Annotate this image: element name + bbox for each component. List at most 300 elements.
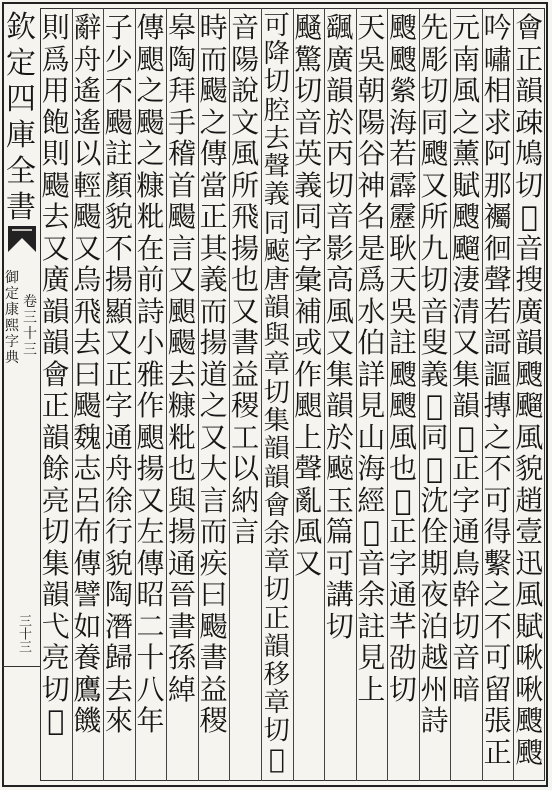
glyph: 之 — [452, 105, 481, 139]
glyph: 去 — [41, 200, 70, 233]
glyph: 文 — [231, 105, 260, 139]
glyph: 去 — [104, 672, 133, 706]
glyph: 暗 — [452, 672, 481, 706]
glyph: 音 — [231, 12, 260, 44]
glyph: 風 — [515, 420, 544, 454]
margin-character: 康 — [5, 302, 19, 318]
glyph: 年 — [136, 704, 165, 737]
glyph: 鳩 — [515, 137, 544, 170]
glyph: 彫 — [420, 42, 449, 76]
glyph: 亮 — [41, 641, 70, 674]
glyph: 孫 — [168, 641, 197, 674]
glyph: 綽 — [168, 672, 197, 706]
glyph: 詳 — [357, 357, 386, 391]
glyph: 切 — [325, 168, 354, 202]
glyph: 元 — [452, 12, 481, 44]
glyph: 名 — [357, 200, 386, 233]
glyph: 時 — [199, 12, 228, 44]
glyph: 也 — [388, 452, 417, 485]
glyph: 又 — [231, 294, 260, 328]
glyph: 切 — [325, 609, 354, 643]
glyph: 又 — [420, 168, 449, 202]
glyph: 韻 — [515, 74, 544, 107]
book-title — [4, 270, 20, 366]
glyph: 又 — [136, 483, 165, 517]
glyph: 風 — [294, 515, 323, 548]
glyph: 其 — [199, 231, 228, 265]
glyph: 養 — [73, 641, 102, 674]
glyph: 𩗹 — [394, 483, 412, 517]
glyph: 篇 — [325, 515, 354, 548]
glyph: 影 — [325, 231, 354, 265]
glyph: 叟 — [420, 326, 449, 359]
glyph: 不 — [483, 452, 512, 485]
glyph: 韻 — [41, 326, 70, 359]
glyph: 𡘜 — [426, 389, 443, 422]
glyph: 同 — [294, 200, 323, 233]
glyph: 粃 — [168, 420, 197, 454]
glyph: 趙 — [515, 483, 544, 517]
glyph: 會 — [515, 12, 544, 44]
glyph: 正 — [452, 452, 481, 485]
glyph: 余 — [263, 518, 290, 549]
collection-title — [5, 10, 37, 226]
glyph: 颼 — [452, 200, 481, 233]
glyph: 也 — [168, 452, 197, 485]
margin-character: 御 — [5, 270, 19, 286]
glyph: 集 — [325, 357, 354, 391]
glyph: 音 — [420, 294, 449, 328]
glyph: 颺 — [73, 200, 102, 233]
glyph: 用 — [41, 74, 70, 107]
glyph: 也 — [231, 263, 260, 296]
glyph: 饑 — [73, 704, 102, 737]
glyph: 貌 — [104, 200, 133, 233]
glyph: 颼 — [388, 389, 417, 422]
glyph: 遙 — [73, 105, 102, 139]
glyph: 韻 — [325, 389, 354, 422]
glyph: 陽 — [231, 42, 260, 76]
glyph: 傳 — [73, 546, 102, 580]
glyph: 颺 — [104, 105, 133, 139]
glyph: 顯 — [104, 294, 133, 328]
glyph: 若 — [483, 294, 512, 328]
margin-character: 典 — [5, 350, 19, 366]
glyph: 上 — [357, 672, 386, 706]
glyph: 潛 — [104, 609, 133, 643]
glyph: 譬 — [73, 578, 102, 611]
glyph: 益 — [231, 357, 260, 391]
glyph: 𩗗 — [136, 420, 165, 454]
glyph: 音 — [452, 641, 481, 674]
glyph: 先 — [420, 12, 449, 44]
glyph: 皋 — [168, 12, 197, 44]
glyph: 颾 — [294, 12, 323, 44]
glyph: 音 — [515, 231, 544, 265]
glyph: 作 — [294, 357, 323, 391]
glyph: 餘 — [41, 452, 70, 485]
glyph: 去 — [73, 326, 102, 359]
glyph: 佺 — [420, 515, 449, 548]
glyph: 則 — [41, 12, 70, 44]
glyph: 腔 — [263, 95, 290, 126]
glyph: 水 — [357, 294, 386, 328]
glyph: 工 — [231, 420, 260, 454]
glyph: 唐 — [263, 264, 290, 295]
glyph: 颺 — [199, 74, 228, 107]
glyph: 又 — [294, 546, 323, 580]
glyph: 或 — [294, 326, 323, 359]
glyph: 左 — [136, 515, 165, 548]
glyph: 通 — [104, 420, 133, 454]
glyph: 去 — [263, 123, 290, 154]
glyph: 傳 — [199, 137, 228, 170]
glyph: 吳 — [388, 294, 417, 328]
glyph: 留 — [483, 672, 512, 706]
glyph: 言 — [231, 515, 260, 548]
glyph: 切 — [420, 74, 449, 107]
glyph: 鳥 — [452, 546, 481, 580]
glyph: 天 — [357, 12, 386, 44]
glyph: 越 — [420, 641, 449, 674]
glyph: 則 — [41, 137, 70, 170]
glyph: 切 — [263, 716, 290, 747]
glyph: 薰 — [452, 137, 481, 170]
glyph: 又 — [73, 231, 102, 265]
glyph: 之 — [199, 389, 228, 422]
text-column — [34, 12, 78, 780]
glyph: 不 — [104, 74, 133, 107]
glyph: 志 — [73, 452, 102, 485]
glyph: 颺 — [73, 389, 102, 422]
glyph: 音 — [294, 105, 323, 139]
glyph: 切 — [388, 672, 417, 706]
glyph: 韻 — [41, 294, 70, 328]
glyph: 切 — [294, 74, 323, 107]
glyph: 納 — [231, 483, 260, 517]
glyph: 通 — [452, 515, 481, 548]
margin-character: 定 — [5, 286, 19, 302]
glyph: 弋 — [41, 609, 70, 643]
glyph: 高 — [325, 263, 354, 296]
glyph: 飛 — [231, 200, 260, 233]
glyph: 以 — [73, 137, 102, 170]
glyph: 貌 — [104, 546, 133, 580]
glyph: 靂 — [388, 200, 417, 233]
glyph: 所 — [420, 200, 449, 233]
glyph: 而 — [199, 515, 228, 548]
glyph: 舟 — [104, 452, 133, 485]
glyph: 集 — [452, 357, 481, 391]
glyph: 廣 — [41, 263, 70, 296]
glyph: 颼 — [515, 735, 544, 769]
glyph: 降 — [263, 39, 290, 70]
glyph: 當 — [199, 168, 228, 202]
glyph: 相 — [483, 74, 512, 107]
glyph: 同 — [420, 420, 449, 454]
glyph: 颺 — [136, 105, 165, 139]
glyph: 颼 — [388, 12, 417, 44]
glyph: 風 — [388, 420, 417, 454]
margin-character: 定 — [6, 46, 36, 81]
glyph: 𡘜 — [268, 744, 285, 775]
glyph: 張 — [483, 704, 512, 737]
glyph: 稽 — [168, 137, 197, 170]
margin-character: 三 — [23, 342, 37, 358]
glyph: 阿 — [483, 137, 512, 170]
glyph: 疎 — [515, 105, 544, 139]
glyph: 若 — [388, 137, 417, 170]
glyph: 疾 — [199, 546, 228, 580]
margin-character: 卷 — [23, 294, 37, 310]
glyph: 韻 — [263, 434, 290, 465]
glyph: 又 — [104, 326, 133, 359]
glyph: 音 — [325, 200, 354, 233]
margin-character: 庫 — [6, 118, 36, 153]
glyph: 二 — [136, 609, 165, 643]
glyph: 集 — [263, 406, 290, 437]
glyph: 字 — [452, 483, 481, 517]
glyph: 海 — [357, 452, 386, 485]
glyph: 揚 — [168, 515, 197, 548]
glyph: 切 — [41, 515, 70, 548]
glyph: 之 — [483, 578, 512, 611]
glyph: 註 — [388, 326, 417, 359]
glyph: 而 — [199, 42, 228, 76]
glyph: 稷 — [231, 389, 260, 422]
glyph: 見 — [357, 389, 386, 422]
glyph: 舟 — [73, 42, 102, 76]
glyph: 切 — [263, 377, 290, 408]
glyph: 正 — [104, 357, 133, 391]
glyph: 章 — [263, 688, 290, 719]
glyph: 余 — [357, 578, 386, 611]
glyph: 徐 — [104, 483, 133, 517]
glyph: 之 — [483, 420, 512, 454]
glyph: 賦 — [452, 168, 481, 202]
glyph: 義 — [420, 357, 449, 391]
glyph: 正 — [263, 603, 290, 634]
glyph: 說 — [231, 74, 260, 107]
glyph: 陽 — [357, 105, 386, 139]
glyph: 同 — [420, 105, 449, 139]
glyph: 少 — [104, 42, 133, 76]
glyph: 聲 — [263, 152, 290, 183]
glyph: 嘯 — [483, 42, 512, 76]
glyph: 來 — [104, 704, 133, 737]
glyph: 颺 — [199, 609, 228, 643]
glyph: 揚 — [104, 263, 133, 296]
glyph: 糠 — [136, 168, 165, 202]
glyph: 州 — [420, 672, 449, 706]
glyph: 如 — [73, 609, 102, 643]
glyph: 言 — [168, 231, 197, 265]
glyph: 廣 — [515, 294, 544, 328]
glyph: 於 — [325, 420, 354, 454]
glyph: 𩗗 — [136, 42, 165, 76]
glyph: 亮 — [41, 483, 70, 517]
glyph: 切 — [420, 263, 449, 296]
glyph: 𩗬 — [325, 452, 354, 485]
glyph: 與 — [263, 321, 290, 352]
glyph: 雅 — [136, 357, 165, 391]
glyph: 得 — [483, 515, 512, 548]
glyph: 道 — [199, 357, 228, 391]
glyph: 義 — [294, 168, 323, 202]
glyph: 經 — [357, 483, 386, 517]
glyph: 颼 — [515, 357, 544, 391]
glyph: 詩 — [420, 704, 449, 737]
glyph: 註 — [104, 137, 133, 170]
glyph: 之 — [199, 105, 228, 139]
glyph: 幹 — [452, 578, 481, 611]
glyph: 字 — [104, 389, 133, 422]
margin-character: 三 — [23, 310, 37, 326]
glyph: 𡘜 — [47, 704, 65, 737]
glyph: 啾 — [515, 672, 544, 706]
glyph: 可 — [483, 483, 512, 517]
glyph: 字 — [294, 231, 323, 265]
glyph: 切 — [515, 168, 544, 202]
glyph: 鷹 — [73, 672, 102, 706]
margin-character: 字 — [5, 334, 19, 350]
glyph: 伯 — [357, 326, 386, 359]
glyph: 糠 — [168, 389, 197, 422]
glyph: 徊 — [483, 231, 512, 265]
glyph: 作 — [136, 389, 165, 422]
glyph: 夜 — [420, 578, 449, 611]
glyph: 朝 — [357, 74, 386, 107]
glyph: 谷 — [357, 137, 386, 170]
glyph: 前 — [136, 263, 165, 296]
fishtail-ornament-icon — [8, 226, 36, 252]
glyph: 韻 — [515, 326, 544, 359]
glyph: 註 — [357, 609, 386, 643]
glyph: 陶 — [104, 578, 133, 611]
glyph: 亂 — [294, 483, 323, 517]
glyph: 子 — [104, 12, 133, 44]
margin-character: 全 — [6, 154, 36, 189]
glyph: 韻 — [325, 74, 354, 107]
glyph: 正 — [515, 42, 544, 76]
glyph: 颺 — [168, 200, 197, 233]
glyph: 爲 — [357, 263, 386, 296]
glyph: 音 — [357, 546, 386, 580]
margin-character: 欽 — [6, 10, 36, 45]
glyph: 揚 — [231, 231, 260, 265]
glyph: 魏 — [73, 420, 102, 454]
glyph: 正 — [388, 515, 417, 548]
glyph: 章 — [263, 349, 290, 380]
glyph: 縈 — [388, 74, 417, 107]
glyph: 正 — [199, 200, 228, 233]
glyph: 義 — [199, 263, 228, 296]
glyph: 輕 — [73, 168, 102, 202]
glyph: 正 — [41, 389, 70, 422]
glyph: 行 — [104, 515, 133, 548]
glyph: 通 — [168, 546, 197, 580]
glyph: 聲 — [294, 452, 323, 485]
glyph: 𡘜 — [520, 200, 538, 233]
glyph: 與 — [168, 483, 197, 517]
glyph: 同 — [263, 208, 290, 239]
glyph: 會 — [41, 357, 70, 391]
glyph: 義 — [263, 180, 290, 211]
glyph: 颻 — [325, 12, 354, 44]
glyph: 傳 — [136, 12, 165, 44]
glyph: 是 — [357, 231, 386, 265]
glyph: 見 — [357, 641, 386, 674]
glyph: 颼 — [388, 357, 417, 391]
glyph: 英 — [294, 137, 323, 170]
glyph: 移 — [263, 660, 290, 691]
margin-character: 熙 — [5, 318, 19, 334]
glyph: 拜 — [168, 74, 197, 107]
glyph: 小 — [136, 326, 165, 359]
glyph: 韻 — [41, 578, 70, 611]
glyph: 書 — [231, 326, 260, 359]
glyph: 迅 — [515, 546, 544, 580]
glyph: 於 — [325, 105, 354, 139]
glyph: 韻 — [263, 462, 290, 493]
glyph: 通 — [388, 578, 417, 611]
glyph: 不 — [104, 231, 133, 265]
glyph: 颼 — [388, 42, 417, 76]
glyph: 搜 — [515, 263, 544, 296]
glyph: 切 — [452, 609, 481, 643]
glyph: 歸 — [104, 641, 133, 674]
glyph: 而 — [199, 294, 228, 328]
page-number: 三十三 — [16, 614, 31, 653]
glyph: 曰 — [199, 578, 228, 611]
glyph: 淒 — [452, 263, 481, 296]
glyph: 吳 — [357, 42, 386, 76]
glyph: 丙 — [325, 137, 354, 170]
glyph: 又 — [199, 420, 228, 454]
glyph: 颺 — [41, 168, 70, 202]
glyph: 求 — [483, 105, 512, 139]
glyph: 彙 — [294, 263, 323, 296]
glyph: 廣 — [325, 42, 354, 76]
glyph: 以 — [231, 452, 260, 485]
glyph: 切 — [263, 575, 290, 606]
glyph: 章 — [263, 547, 290, 578]
glyph: 在 — [136, 231, 165, 265]
glyph: 陶 — [168, 42, 197, 76]
glyph: 霹 — [388, 168, 417, 202]
glyph: 粃 — [136, 200, 165, 233]
glyph: 正 — [483, 735, 512, 769]
glyph: 貌 — [515, 452, 544, 485]
glyph: 烏 — [73, 263, 102, 296]
glyph: 謳 — [483, 357, 512, 391]
glyph: 玉 — [325, 483, 354, 517]
glyph: 集 — [41, 546, 70, 580]
glyph: 所 — [231, 168, 260, 202]
glyph: 山 — [357, 420, 386, 454]
margin-character: 四 — [6, 82, 36, 117]
glyph: 大 — [199, 452, 228, 485]
glyph: 摶 — [483, 389, 512, 422]
glyph: 謌 — [483, 326, 512, 359]
glyph: 上 — [294, 420, 323, 454]
glyph: 颼 — [515, 704, 544, 737]
glyph: 顏 — [104, 168, 133, 202]
glyph: 手 — [168, 105, 197, 139]
glyph: 清 — [452, 294, 481, 328]
glyph: 風 — [515, 578, 544, 611]
glyph: 爲 — [41, 42, 70, 76]
